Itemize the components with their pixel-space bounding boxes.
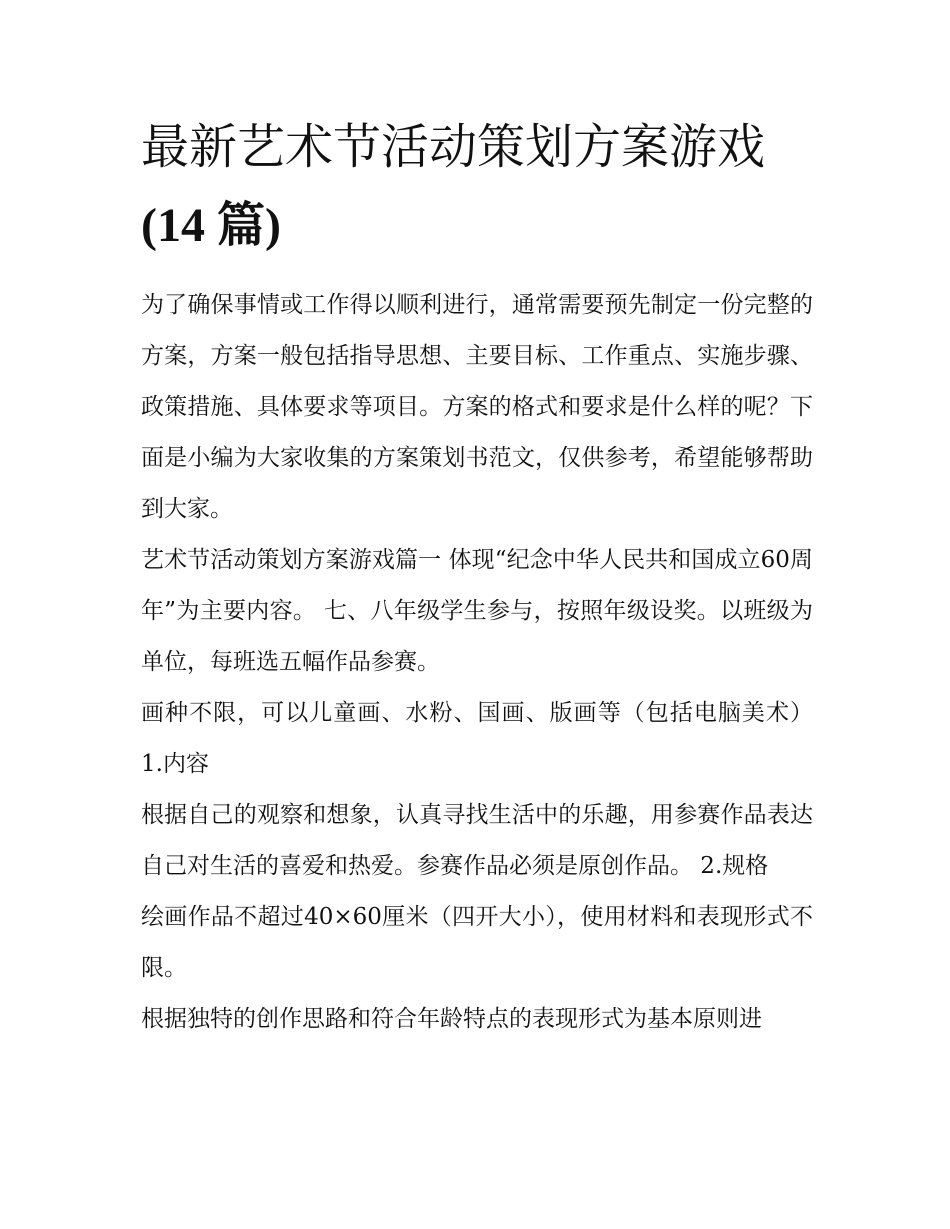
- document-title: [141, 108, 813, 265]
- paragraph-principle: 根据独特的创作思路和符合年龄特点的表现形式为基本原则进: [141, 1006, 762, 1032]
- paragraph-intro: 为了确保事情或工作得以顺利进行，通常需要预先制定一份完整的方案，方案一般包括指导思想、主要目标、工作重点、实施步骤、政策措施、具体要求等项目。方案的格式和要求是什么样的呢？下面是小编为大家收集的方案策划书范文，仅供参考，希望能够帮助到大家。: [141, 292, 813, 522]
- document-title-count: (14 篇): [141, 199, 281, 252]
- document-title-main: 最新艺术节活动策划方案游戏: [141, 119, 766, 175]
- paragraph-specification: 绘画作品不超过40×60厘米（四开大小），使用材料和表现形式不限。: [141, 904, 813, 981]
- paragraph-plan-one: 艺术节活动策划方案游戏篇一 体现“纪念中华人民共和国成立60周年”为主要内容。 七、八年级学生参与，按照年级设奖。以班级为单位，每班选五幅作品参赛。: [141, 547, 813, 675]
- paragraph-content: 根据自己的观察和想象，认真寻找生活中的乐趣，用参赛作品表达自己对生活的喜爱和热爱。参赛作品必须是原创作品。 2.规格: [141, 802, 813, 879]
- paragraph-painting-types: 画种不限，可以儿童画、水粉、国画、版画等（包括电脑美术） 1.内容: [141, 700, 813, 777]
- document-body: [141, 108, 813, 1045]
